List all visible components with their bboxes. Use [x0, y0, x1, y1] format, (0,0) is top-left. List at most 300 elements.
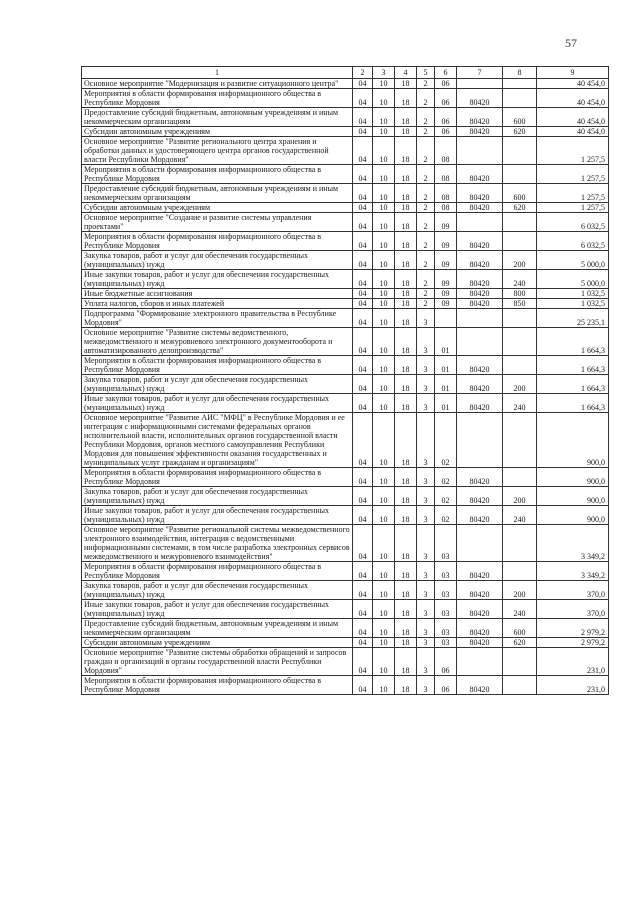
- amount-cell: 900,0: [537, 413, 609, 468]
- expense-type-cell: [503, 648, 537, 676]
- code-cell: 18: [395, 289, 417, 299]
- row-name-cell: Мероприятия в области формирования информационного общества в Республике Мордовия: [82, 89, 353, 108]
- code-cell: 04: [353, 394, 373, 413]
- code-cell: 10: [373, 413, 395, 468]
- code-cell: 3: [417, 468, 435, 487]
- target-article-cell: 80420: [457, 676, 503, 695]
- code-cell: 18: [395, 328, 417, 356]
- row-name-cell: Закупка товаров, работ и услуг для обеспечения государственных (муниципальных) нужд: [82, 581, 353, 600]
- expense-type-cell: [503, 468, 537, 487]
- amount-cell: 6 032,5: [537, 232, 609, 251]
- expense-type-cell: [503, 213, 537, 232]
- row-name-cell: Основное мероприятие "Развитие региональной системы межведомственного электронного взаимодействия, интеграция с ведомственными информационными системами, в том числе разработка электронных сервисов межведомственного и межуровневого взаимодействия": [82, 525, 353, 562]
- code-cell: 08: [435, 137, 457, 165]
- amount-cell: 231,0: [537, 676, 609, 695]
- code-cell: 18: [395, 270, 417, 289]
- code-cell: 10: [373, 270, 395, 289]
- column-header: 9: [537, 67, 609, 79]
- table-row: [82, 487, 609, 506]
- code-cell: 3: [417, 375, 435, 394]
- code-cell: 2: [417, 184, 435, 203]
- code-cell: 02: [435, 506, 457, 525]
- code-cell: 01: [435, 356, 457, 375]
- expense-type-cell: 200: [503, 581, 537, 600]
- expense-type-cell: [503, 562, 537, 581]
- code-cell: 03: [435, 581, 457, 600]
- column-header: 3: [373, 67, 395, 79]
- column-header: 5: [417, 67, 435, 79]
- code-cell: 10: [373, 251, 395, 270]
- code-cell: 10: [373, 309, 395, 328]
- amount-cell: 6 032,5: [537, 213, 609, 232]
- code-cell: 04: [353, 270, 373, 289]
- code-cell: 10: [373, 676, 395, 695]
- code-cell: 03: [435, 525, 457, 562]
- code-cell: 04: [353, 184, 373, 203]
- table-row: [82, 619, 609, 638]
- code-cell: 06: [435, 648, 457, 676]
- expense-type-cell: [503, 165, 537, 184]
- code-cell: 10: [373, 375, 395, 394]
- amount-cell: 370,0: [537, 600, 609, 619]
- row-name-cell: Иные закупки товаров, работ и услуг для обеспечения государственных (муниципальных) нужд: [82, 270, 353, 289]
- table-row: [82, 468, 609, 487]
- table-row: [82, 394, 609, 413]
- row-name-cell: Основное мероприятие "Развитие системы ведомственного, межведомственного и межуровневого электронного документооборота и автоматизированного делопроизводства": [82, 328, 353, 356]
- table-row: [82, 356, 609, 375]
- code-cell: 2: [417, 203, 435, 213]
- code-cell: 18: [395, 648, 417, 676]
- code-cell: 18: [395, 232, 417, 251]
- code-cell: 18: [395, 356, 417, 375]
- expense-type-cell: [503, 328, 537, 356]
- row-name-cell: Мероприятия в области формирования информационного общества в Республике Мордовия: [82, 676, 353, 695]
- code-cell: 18: [395, 108, 417, 127]
- column-header: 2: [353, 67, 373, 79]
- table-row: [82, 108, 609, 127]
- expense-type-cell: 240: [503, 270, 537, 289]
- code-cell: 18: [395, 619, 417, 638]
- row-name-cell: Мероприятия в области формирования информационного общества в Республике Мордовия: [82, 165, 353, 184]
- code-cell: 03: [435, 562, 457, 581]
- amount-cell: 1 664,3: [537, 328, 609, 356]
- code-cell: 03: [435, 619, 457, 638]
- code-cell: 04: [353, 299, 373, 309]
- code-cell: 04: [353, 676, 373, 695]
- table-row: [82, 184, 609, 203]
- row-name-cell: Уплата налогов, сборов и иных платежей: [82, 299, 353, 309]
- amount-cell: 2 979,2: [537, 619, 609, 638]
- code-cell: 04: [353, 309, 373, 328]
- table-row: [82, 328, 609, 356]
- code-cell: 10: [373, 299, 395, 309]
- code-cell: 3: [417, 356, 435, 375]
- expense-type-cell: [503, 413, 537, 468]
- row-name-cell: Иные бюджетные ассигнования: [82, 289, 353, 299]
- expense-type-cell: 200: [503, 375, 537, 394]
- code-cell: 04: [353, 638, 373, 648]
- table-row: [82, 270, 609, 289]
- row-name-cell: Основное мероприятие "Развитие регионального центра хранения и обработки данных и удостоверяющего центра органов государственной власти Республики Мордовия": [82, 137, 353, 165]
- row-name-cell: Основное мероприятие "Развитие АИС "МФЦ" в Республике Мордовия и ее интеграция с информационными системами федеральных органов исполнительной власти, исполнительных органов государственной власти Республики Мордовия, органов местного самоуправления Республики Мордовия для повышения эффективности оказания государственных и муниципальных услуг гражданам и организациям": [82, 413, 353, 468]
- table-row: [82, 648, 609, 676]
- target-article-cell: 80420: [457, 619, 503, 638]
- table-row: [82, 79, 609, 89]
- code-cell: 18: [395, 251, 417, 270]
- code-cell: 09: [435, 299, 457, 309]
- code-cell: 04: [353, 137, 373, 165]
- expense-type-cell: [503, 79, 537, 89]
- row-name-cell: Предоставление субсидий бюджетным, автономным учреждениям и иным некоммерческим организациям: [82, 619, 353, 638]
- row-name-cell: Предоставление субсидий бюджетным, автономным учреждениям и иным некоммерческим организациям: [82, 184, 353, 203]
- code-cell: 01: [435, 375, 457, 394]
- expense-type-cell: 600: [503, 619, 537, 638]
- code-cell: 08: [435, 203, 457, 213]
- table-row: [82, 562, 609, 581]
- code-cell: 10: [373, 638, 395, 648]
- code-cell: 04: [353, 127, 373, 137]
- row-name-cell: Подпрограмма "Формирование электронного правительства в Республике Мордовия": [82, 309, 353, 328]
- amount-cell: 5 000,0: [537, 270, 609, 289]
- target-article-cell: 80420: [457, 638, 503, 648]
- code-cell: 10: [373, 79, 395, 89]
- table-row: [82, 581, 609, 600]
- table-row: [82, 638, 609, 648]
- code-cell: 04: [353, 562, 373, 581]
- code-cell: 3: [417, 487, 435, 506]
- code-cell: 04: [353, 203, 373, 213]
- column-header: 4: [395, 67, 417, 79]
- code-cell: 18: [395, 137, 417, 165]
- target-article-cell: 80420: [457, 487, 503, 506]
- expense-type-cell: 620: [503, 203, 537, 213]
- code-cell: 10: [373, 356, 395, 375]
- target-article-cell: 80420: [457, 375, 503, 394]
- header-row: [82, 67, 609, 79]
- code-cell: 10: [373, 525, 395, 562]
- code-cell: 04: [353, 89, 373, 108]
- amount-cell: 3 349,2: [537, 525, 609, 562]
- code-cell: 18: [395, 487, 417, 506]
- amount-cell: 900,0: [537, 487, 609, 506]
- code-cell: 10: [373, 648, 395, 676]
- code-cell: 18: [395, 299, 417, 309]
- code-cell: 3: [417, 648, 435, 676]
- code-cell: 3: [417, 394, 435, 413]
- amount-cell: 1 257,5: [537, 184, 609, 203]
- expense-type-cell: 600: [503, 184, 537, 203]
- code-cell: 03: [435, 600, 457, 619]
- expense-type-cell: [503, 356, 537, 375]
- column-header: 7: [457, 67, 503, 79]
- code-cell: 10: [373, 232, 395, 251]
- table-row: [82, 413, 609, 468]
- target-article-cell: [457, 79, 503, 89]
- table-row: [82, 506, 609, 525]
- amount-cell: 1 257,5: [537, 165, 609, 184]
- code-cell: 10: [373, 600, 395, 619]
- target-article-cell: 80420: [457, 203, 503, 213]
- code-cell: 04: [353, 600, 373, 619]
- code-cell: 2: [417, 108, 435, 127]
- code-cell: 09: [435, 213, 457, 232]
- amount-cell: 1 257,5: [537, 203, 609, 213]
- table-row: [82, 600, 609, 619]
- amount-cell: 900,0: [537, 468, 609, 487]
- amount-cell: 370,0: [537, 581, 609, 600]
- code-cell: 04: [353, 165, 373, 184]
- row-name-cell: Мероприятия в области формирования информационного общества в Республике Мордовия: [82, 562, 353, 581]
- code-cell: 18: [395, 89, 417, 108]
- amount-cell: 40 454,0: [537, 127, 609, 137]
- row-name-cell: Закупка товаров, работ и услуг для обеспечения государственных (муниципальных) нужд: [82, 375, 353, 394]
- expense-type-cell: [503, 232, 537, 251]
- code-cell: 03: [435, 638, 457, 648]
- code-cell: 10: [373, 108, 395, 127]
- amount-cell: 25 235,1: [537, 309, 609, 328]
- target-article-cell: [457, 525, 503, 562]
- amount-cell: 3 349,2: [537, 562, 609, 581]
- target-article-cell: 80420: [457, 232, 503, 251]
- code-cell: 18: [395, 506, 417, 525]
- column-header: 6: [435, 67, 457, 79]
- code-cell: 04: [353, 108, 373, 127]
- amount-cell: 1 257,5: [537, 137, 609, 165]
- table-row: [82, 137, 609, 165]
- code-cell: 04: [353, 506, 373, 525]
- table-row: [82, 203, 609, 213]
- target-article-cell: 80420: [457, 600, 503, 619]
- code-cell: 18: [395, 600, 417, 619]
- expense-type-cell: 800: [503, 289, 537, 299]
- code-cell: 06: [435, 79, 457, 89]
- target-article-cell: 80420: [457, 289, 503, 299]
- code-cell: 04: [353, 232, 373, 251]
- expense-type-cell: 240: [503, 600, 537, 619]
- expense-type-cell: 850: [503, 299, 537, 309]
- code-cell: [435, 309, 457, 328]
- code-cell: 2: [417, 251, 435, 270]
- target-article-cell: 80420: [457, 356, 503, 375]
- table-row: [82, 375, 609, 394]
- code-cell: 18: [395, 213, 417, 232]
- row-name-cell: Основное мероприятие "Развитие системы обработки обращений и запросов граждан и организаций в органы государственной власти Республики Мордовия": [82, 648, 353, 676]
- code-cell: 18: [395, 203, 417, 213]
- expense-type-cell: [503, 309, 537, 328]
- code-cell: 3: [417, 525, 435, 562]
- row-name-cell: Субсидии автономным учреждениям: [82, 127, 353, 137]
- code-cell: 3: [417, 676, 435, 695]
- expense-type-cell: 600: [503, 108, 537, 127]
- amount-cell: 231,0: [537, 648, 609, 676]
- code-cell: 10: [373, 506, 395, 525]
- code-cell: 04: [353, 328, 373, 356]
- code-cell: 2: [417, 232, 435, 251]
- expense-type-cell: 240: [503, 506, 537, 525]
- expense-type-cell: 620: [503, 638, 537, 648]
- amount-cell: 5 000,0: [537, 251, 609, 270]
- amount-cell: 1 664,3: [537, 394, 609, 413]
- code-cell: 09: [435, 270, 457, 289]
- code-cell: 18: [395, 581, 417, 600]
- code-cell: 10: [373, 289, 395, 299]
- code-cell: 2: [417, 213, 435, 232]
- table-row: [82, 89, 609, 108]
- code-cell: 08: [435, 184, 457, 203]
- target-article-cell: 80420: [457, 165, 503, 184]
- code-cell: 04: [353, 648, 373, 676]
- row-name-cell: Иные закупки товаров, работ и услуг для обеспечения государственных (муниципальных) нужд: [82, 506, 353, 525]
- table-row: [82, 299, 609, 309]
- code-cell: 04: [353, 213, 373, 232]
- code-cell: 18: [395, 525, 417, 562]
- row-name-cell: Закупка товаров, работ и услуг для обеспечения государственных (муниципальных) нужд: [82, 487, 353, 506]
- code-cell: 18: [395, 638, 417, 648]
- code-cell: 2: [417, 270, 435, 289]
- amount-cell: 1 032,5: [537, 289, 609, 299]
- expense-type-cell: [503, 525, 537, 562]
- code-cell: 04: [353, 79, 373, 89]
- row-name-cell: Иные закупки товаров, работ и услуг для обеспечения государственных (муниципальных) нужд: [82, 394, 353, 413]
- code-cell: 02: [435, 468, 457, 487]
- code-cell: 04: [353, 468, 373, 487]
- code-cell: 3: [417, 619, 435, 638]
- target-article-cell: [457, 137, 503, 165]
- code-cell: 04: [353, 487, 373, 506]
- code-cell: 3: [417, 309, 435, 328]
- code-cell: 10: [373, 165, 395, 184]
- amount-cell: 40 454,0: [537, 108, 609, 127]
- page-number: 57: [565, 36, 577, 50]
- table-row: [82, 309, 609, 328]
- amount-cell: 2 979,2: [537, 638, 609, 648]
- target-article-cell: 80420: [457, 251, 503, 270]
- target-article-cell: [457, 309, 503, 328]
- target-article-cell: 80420: [457, 184, 503, 203]
- code-cell: 18: [395, 562, 417, 581]
- code-cell: 04: [353, 525, 373, 562]
- code-cell: 01: [435, 328, 457, 356]
- amount-cell: 1 032,5: [537, 299, 609, 309]
- code-cell: 10: [373, 127, 395, 137]
- code-cell: 04: [353, 251, 373, 270]
- code-cell: 04: [353, 413, 373, 468]
- code-cell: 06: [435, 108, 457, 127]
- target-article-cell: 80420: [457, 270, 503, 289]
- code-cell: 3: [417, 600, 435, 619]
- code-cell: 06: [435, 676, 457, 695]
- code-cell: 2: [417, 165, 435, 184]
- code-cell: 10: [373, 184, 395, 203]
- table-row: [82, 525, 609, 562]
- code-cell: 3: [417, 328, 435, 356]
- target-article-cell: 80420: [457, 108, 503, 127]
- table-row: [82, 289, 609, 299]
- code-cell: 08: [435, 165, 457, 184]
- code-cell: 10: [373, 562, 395, 581]
- row-name-cell: Мероприятия в области формирования информационного общества в Республике Мордовия: [82, 232, 353, 251]
- code-cell: 2: [417, 89, 435, 108]
- code-cell: 10: [373, 137, 395, 165]
- code-cell: 10: [373, 89, 395, 108]
- code-cell: 2: [417, 79, 435, 89]
- code-cell: 18: [395, 184, 417, 203]
- code-cell: 3: [417, 638, 435, 648]
- code-cell: 04: [353, 581, 373, 600]
- code-cell: 18: [395, 676, 417, 695]
- code-cell: 18: [395, 79, 417, 89]
- code-cell: 2: [417, 137, 435, 165]
- row-name-cell: Мероприятия в области формирования информационного общества в Республике Мордовия: [82, 356, 353, 375]
- row-name-cell: Мероприятия в области формирования информационного общества в Республике Мордовия: [82, 468, 353, 487]
- column-header: 1: [82, 67, 353, 79]
- row-name-cell: Субсидии автономным учреждениям: [82, 203, 353, 213]
- target-article-cell: [457, 413, 503, 468]
- code-cell: 3: [417, 581, 435, 600]
- code-cell: 2: [417, 127, 435, 137]
- code-cell: 10: [373, 468, 395, 487]
- expense-type-cell: 200: [503, 487, 537, 506]
- target-article-cell: 80420: [457, 562, 503, 581]
- row-name-cell: Иные закупки товаров, работ и услуг для обеспечения государственных (муниципальных) нужд: [82, 600, 353, 619]
- code-cell: 2: [417, 299, 435, 309]
- table-row: [82, 213, 609, 232]
- amount-cell: 40 454,0: [537, 79, 609, 89]
- code-cell: 3: [417, 413, 435, 468]
- target-article-cell: [457, 328, 503, 356]
- amount-cell: 900,0: [537, 506, 609, 525]
- code-cell: 18: [395, 394, 417, 413]
- code-cell: 02: [435, 487, 457, 506]
- target-article-cell: 80420: [457, 506, 503, 525]
- target-article-cell: 80420: [457, 394, 503, 413]
- code-cell: 10: [373, 213, 395, 232]
- row-name-cell: Основное мероприятие "Модернизация и развитие ситуационного центра": [82, 79, 353, 89]
- code-cell: 09: [435, 232, 457, 251]
- budget-table: [81, 66, 609, 695]
- table-body: [82, 79, 609, 695]
- code-cell: 10: [373, 203, 395, 213]
- expense-type-cell: 200: [503, 251, 537, 270]
- row-name-cell: Основное мероприятие "Создание и развитие системы управления проектами": [82, 213, 353, 232]
- code-cell: 04: [353, 375, 373, 394]
- expense-type-cell: [503, 89, 537, 108]
- table-row: [82, 165, 609, 184]
- code-cell: 18: [395, 309, 417, 328]
- code-cell: 10: [373, 487, 395, 506]
- code-cell: 02: [435, 413, 457, 468]
- table-row: [82, 676, 609, 695]
- amount-cell: 40 454,0: [537, 89, 609, 108]
- expense-type-cell: [503, 676, 537, 695]
- table-row: [82, 251, 609, 270]
- row-name-cell: Закупка товаров, работ и услуг для обеспечения государственных (муниципальных) нужд: [82, 251, 353, 270]
- code-cell: 04: [353, 356, 373, 375]
- code-cell: 09: [435, 289, 457, 299]
- code-cell: 01: [435, 394, 457, 413]
- target-article-cell: [457, 648, 503, 676]
- code-cell: 18: [395, 165, 417, 184]
- code-cell: 18: [395, 413, 417, 468]
- column-header: 8: [503, 67, 537, 79]
- row-name-cell: Субсидии автономным учреждениям: [82, 638, 353, 648]
- row-name-cell: Предоставление субсидий бюджетным, автономным учреждениям и иным некоммерческим организациям: [82, 108, 353, 127]
- code-cell: 10: [373, 328, 395, 356]
- target-article-cell: 80420: [457, 299, 503, 309]
- code-cell: 18: [395, 468, 417, 487]
- table-row: [82, 232, 609, 251]
- amount-cell: 1 664,3: [537, 356, 609, 375]
